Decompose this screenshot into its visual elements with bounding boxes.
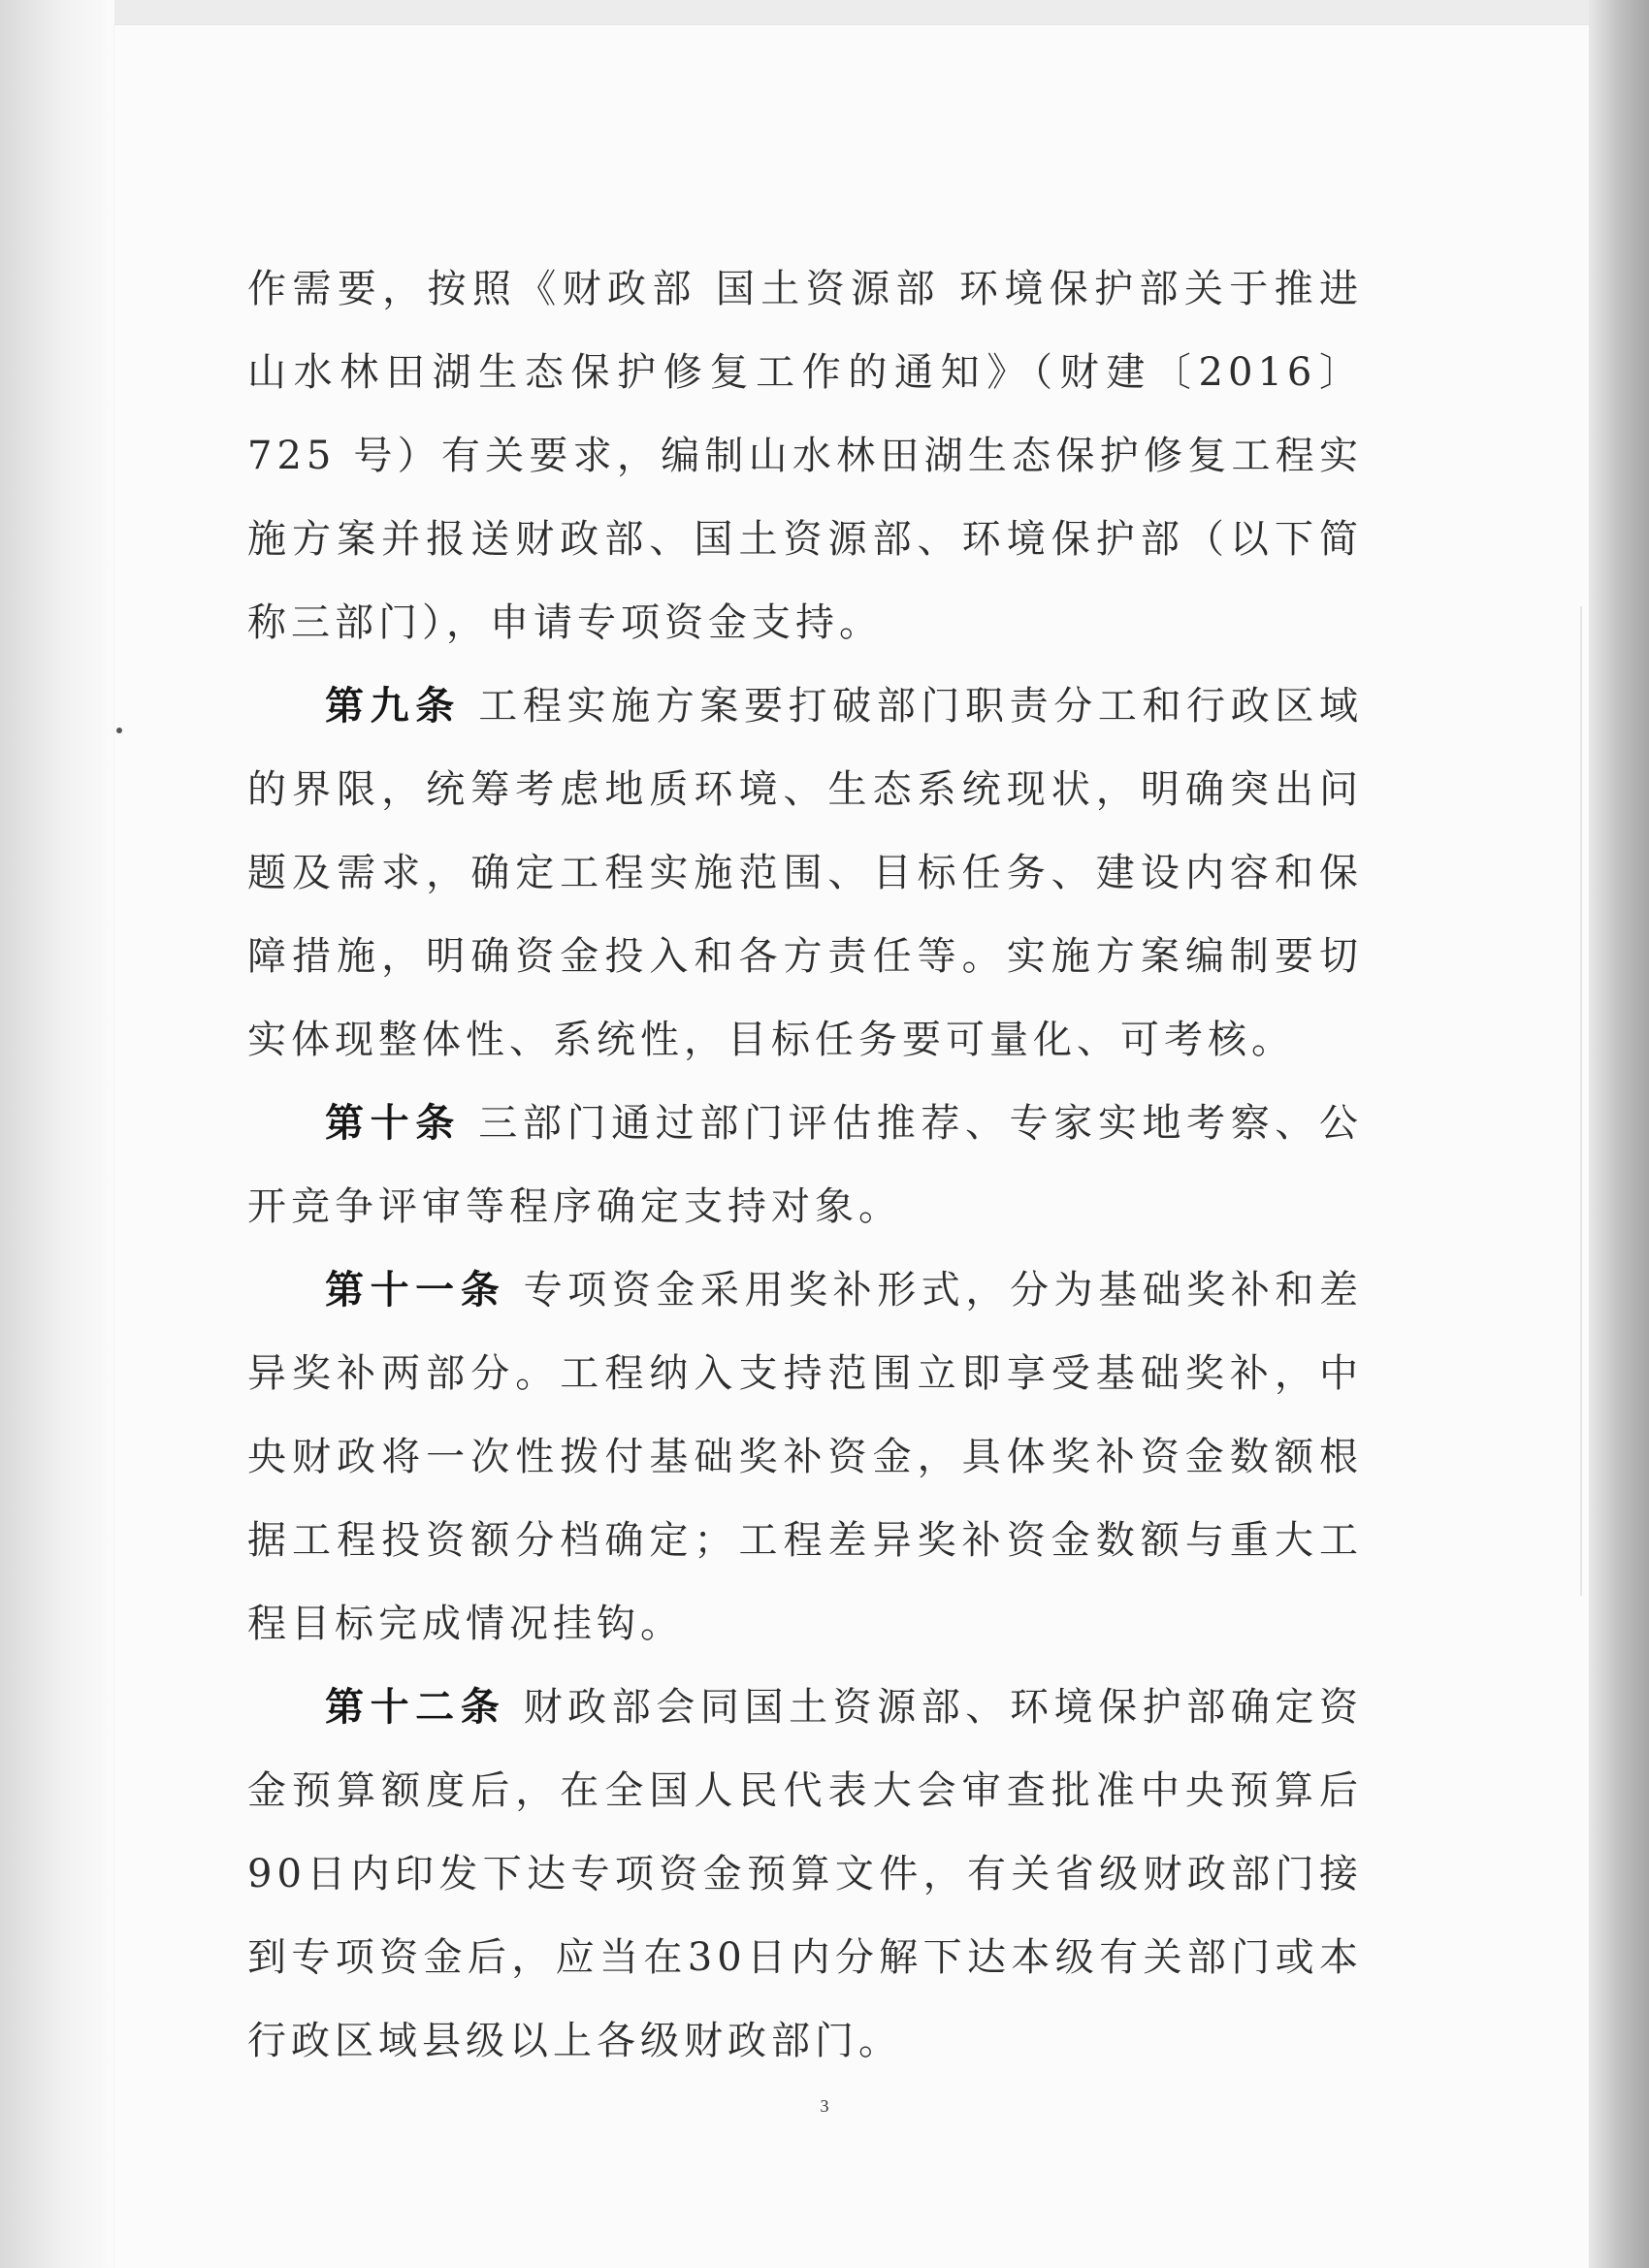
scan-faint-line — [1580, 606, 1582, 1596]
article-text: 工程实施方案要打破部门职责分工和行政区域的界限，统筹考虑地质环境、生态系统现状，明确突出问题及需求，确定工程实施范围、目标任务、建设内容和保障措施，明确资金投入和各方责任等。实施方案编制要切实体现整体性、系统性，目标任务要可量化、可考核。 — [247, 684, 1364, 1062]
paragraph-text: 作需要，按照《财政部 国土资源部 环境保护部关于推进山水林田湖生态保护修复工作的通知》（财建〔2016〕725 号）有关要求，编制山水林田湖生态保护修复工程实施方案并报送财政部、国土资源部、环境保护部（以下简称三部门），申请专项资金支持。 — [247, 267, 1363, 645]
article-title: 第十条 — [325, 1100, 461, 1146]
paragraph-continuation — [247, 247, 1363, 664]
article-12 — [247, 1666, 1363, 2083]
article-title: 第十一条 — [325, 1267, 506, 1312]
article-9 — [247, 664, 1363, 1082]
article-title: 第九条 — [325, 683, 461, 729]
article-text: 三部门通过部门评估推荐、专家实地考察、公开竞争评审等程序确定支持对象。 — [247, 1101, 1364, 1229]
article-title: 第十二条 — [325, 1684, 506, 1730]
article-10 — [247, 1082, 1363, 1248]
scan-left-edge — [0, 0, 114, 2268]
scan-right-shadow — [1589, 0, 1649, 2268]
article-text: 财政部会同国土资源部、环境保护部确定资金预算额度后，在全国人民代表大会审查批准中央预算后90日内印发下达专项资金预算文件，有关省级财政部门接到专项资金后，应当在30日内分解下达本级有关部门或本行政区域县级以上各级财政部门。 — [247, 1685, 1364, 2063]
article-11 — [247, 1248, 1363, 1666]
page-number: 3 — [820, 2096, 829, 2116]
article-text: 专项资金采用奖补形式，分为基础奖补和差异奖补两部分。工程纳入支持范围立即享受基础奖补，中央财政将一次性拨付基础奖补资金，具体奖补资金数额根据工程投资额分档确定；工程差异奖补资金数额与重大工程目标完成情况挂钩。 — [247, 1268, 1364, 1646]
scan-mark — [116, 728, 122, 733]
document-content — [247, 247, 1363, 2083]
